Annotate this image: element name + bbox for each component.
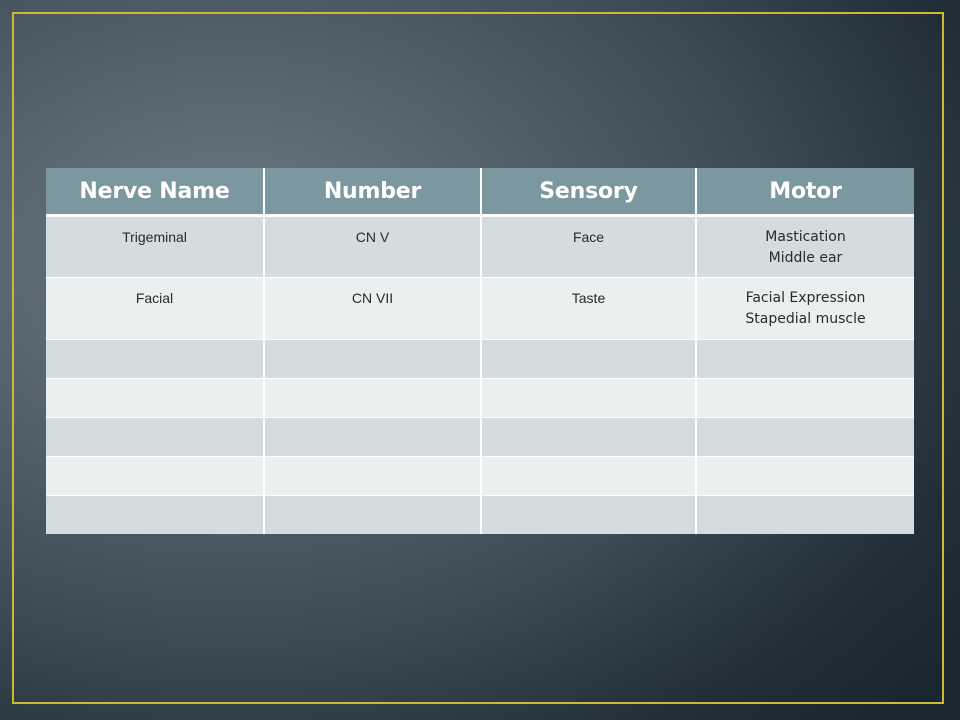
cell-nerve [46,379,264,418]
cell-sensory [481,496,696,535]
nerve-table [46,168,914,534]
header-nerve-name: Nerve Name [46,168,264,216]
cell-sensory [481,457,696,496]
header-motor: Motor [696,168,914,216]
cell-motor [696,379,914,418]
table-row [46,379,914,418]
cell-number [264,379,481,418]
cell-nerve: Trigeminal [46,216,264,278]
cell-sensory [481,418,696,457]
table-row [46,340,914,379]
cell-number: CN VII [264,278,481,340]
cell-motor [696,278,914,340]
motor-line: Mastication [765,229,846,245]
motor-line: Stapedial muscle [745,311,866,327]
table-row [46,418,914,457]
cell-nerve: Facial [46,278,264,340]
cell-sensory: Face [481,216,696,278]
cell-number [264,457,481,496]
header-sensory: Sensory [481,168,696,216]
table-row [46,216,914,278]
cell-sensory [481,379,696,418]
table-row [46,278,914,340]
cell-motor [696,496,914,535]
cell-nerve [46,418,264,457]
cell-nerve [46,457,264,496]
cell-motor [696,418,914,457]
cell-sensory [481,340,696,379]
header-number: Number [264,168,481,216]
motor-line: Facial Expression [745,290,866,306]
cell-number [264,418,481,457]
cell-motor [696,216,914,278]
cell-number: CN V [264,216,481,278]
table-header-row [46,168,914,216]
nerve-table-container [46,168,914,534]
cell-motor [696,340,914,379]
cell-nerve [46,496,264,535]
cell-number [264,340,481,379]
table-row [46,496,914,535]
cell-sensory: Taste [481,278,696,340]
cell-motor [696,457,914,496]
table-row [46,457,914,496]
cell-nerve [46,340,264,379]
cell-number [264,496,481,535]
motor-line: Middle ear [768,250,843,266]
